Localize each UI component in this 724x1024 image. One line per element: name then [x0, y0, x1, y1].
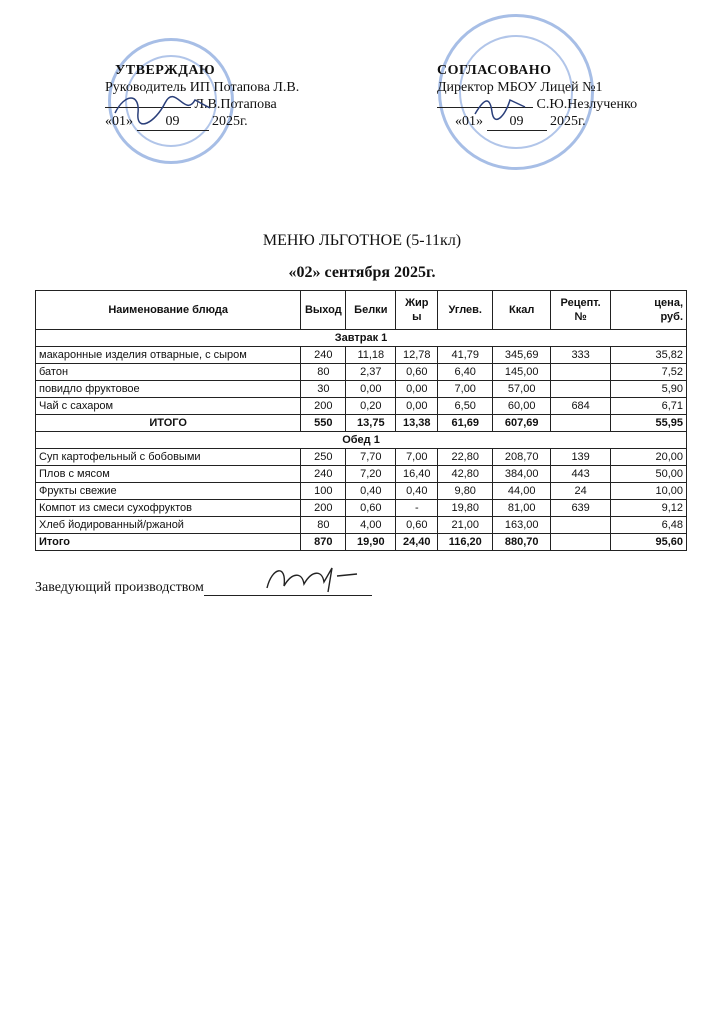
cell-kcal: 208,70: [493, 449, 551, 466]
cell-carbs: 7,00: [438, 381, 493, 398]
cell-price: 20,00: [611, 449, 687, 466]
approve-year: 2025г.: [212, 114, 248, 129]
approve-position: Руководитель ИП Потапова Л.В.: [105, 80, 300, 95]
cell-carbs: 9,80: [438, 483, 493, 500]
cell-fat: 0,60: [396, 364, 438, 381]
header-carbs: Углев.: [438, 291, 493, 330]
cell-kcal: 384,00: [493, 466, 551, 483]
footer-label: Заведующий производством: [35, 580, 204, 595]
total-output: 550: [301, 415, 346, 432]
cell-recipe: 333: [551, 347, 611, 364]
section-label: Обед 1: [36, 432, 687, 449]
cell-price: 50,00: [611, 466, 687, 483]
agree-signer-line: [437, 96, 637, 113]
header-recipe: Рецепт. №: [551, 291, 611, 330]
document-title: МЕНЮ ЛЬГОТНОЕ (5-11кл): [262, 232, 462, 249]
table-header-row: [36, 291, 687, 330]
cell-fat: 0,40: [396, 483, 438, 500]
cell-kcal: 163,00: [493, 517, 551, 534]
cell-output: 200: [301, 500, 346, 517]
cell-recipe: [551, 381, 611, 398]
table-row: [36, 347, 687, 364]
cell-recipe: [551, 364, 611, 381]
cell-carbs: 6,50: [438, 398, 493, 415]
agree-title: СОГЛАСОВАНО: [437, 63, 552, 78]
total-price: 55,95: [611, 415, 687, 432]
cell-carbs: 21,00: [438, 517, 493, 534]
header-kcal: Ккал: [493, 291, 551, 330]
cell-name: батон: [36, 364, 301, 381]
cell-price: 10,00: [611, 483, 687, 500]
approve-signature: [110, 88, 220, 128]
agree-block: [437, 62, 637, 131]
cell-name: Суп картофельный с бобовыми: [36, 449, 301, 466]
cell-price: 7,52: [611, 364, 687, 381]
agree-date-day: «01»: [455, 114, 483, 129]
cell-output: 30: [301, 381, 346, 398]
cell-output: 250: [301, 449, 346, 466]
table-row: [36, 449, 687, 466]
menu-table: [35, 290, 687, 551]
total-protein: 19,90: [346, 534, 396, 551]
cell-name: Чай с сахаром: [36, 398, 301, 415]
header-fat: Жир ы: [396, 291, 438, 330]
cell-price: 9,12: [611, 500, 687, 517]
cell-recipe: [551, 517, 611, 534]
cell-recipe: 24: [551, 483, 611, 500]
cell-name: Хлеб йодированный/ржаной: [36, 517, 301, 534]
cell-kcal: 81,00: [493, 500, 551, 517]
section-row-breakfast: [36, 330, 687, 347]
footer-signature: [262, 562, 362, 596]
cell-price: 6,71: [611, 398, 687, 415]
cell-protein: 0,20: [346, 398, 396, 415]
cell-name: Компот из смеси сухофруктов: [36, 500, 301, 517]
cell-output: 100: [301, 483, 346, 500]
approve-date-day: «01»: [105, 114, 133, 129]
cell-protein: 0,60: [346, 500, 396, 517]
cell-protein: 7,20: [346, 466, 396, 483]
cell-protein: 0,40: [346, 483, 396, 500]
cell-kcal: 57,00: [493, 381, 551, 398]
header-name: Наименование блюда: [36, 291, 301, 330]
header-price: цена, руб.: [611, 291, 687, 330]
section-label: Завтрак 1: [36, 330, 687, 347]
total-price: 95,60: [611, 534, 687, 551]
cell-carbs: 6,40: [438, 364, 493, 381]
approve-signer: Л.В.Потапова: [194, 97, 277, 112]
table-row: [36, 466, 687, 483]
cell-name: Плов с мясом: [36, 466, 301, 483]
table-row: [36, 483, 687, 500]
total-row-breakfast: [36, 415, 687, 432]
total-output: 870: [301, 534, 346, 551]
cell-fat: 0,00: [396, 398, 438, 415]
cell-fat: -: [396, 500, 438, 517]
total-name: Итого: [36, 534, 301, 551]
table-row: [36, 364, 687, 381]
cell-fat: 0,60: [396, 517, 438, 534]
cell-fat: 0,00: [396, 381, 438, 398]
header-output: Выход: [301, 291, 346, 330]
cell-output: 80: [301, 364, 346, 381]
cell-output: 200: [301, 398, 346, 415]
cell-output: 240: [301, 347, 346, 364]
total-fat: 24,40: [396, 534, 438, 551]
total-fat: 13,38: [396, 415, 438, 432]
cell-name: макаронные изделия отварные, с сыром: [36, 347, 301, 364]
approve-date-month: 09: [137, 113, 209, 131]
document-date: «02» сентября 2025г.: [288, 264, 436, 281]
cell-recipe: 443: [551, 466, 611, 483]
agree-position: Директор МБОУ Лицей №1: [437, 80, 603, 95]
cell-fat: 7,00: [396, 449, 438, 466]
cell-kcal: 60,00: [493, 398, 551, 415]
cell-protein: 7,70: [346, 449, 396, 466]
cell-kcal: 145,00: [493, 364, 551, 381]
agree-date: [437, 113, 637, 131]
cell-recipe: 684: [551, 398, 611, 415]
table-row: [36, 517, 687, 534]
header-protein: Белки: [346, 291, 396, 330]
cell-protein: 4,00: [346, 517, 396, 534]
table-row: [36, 381, 687, 398]
cell-protein: 0,00: [346, 381, 396, 398]
cell-protein: 2,37: [346, 364, 396, 381]
cell-recipe: 639: [551, 500, 611, 517]
total-kcal: 607,69: [493, 415, 551, 432]
cell-price: 6,48: [611, 517, 687, 534]
cell-fat: 12,78: [396, 347, 438, 364]
agree-signature: [470, 92, 530, 122]
cell-carbs: 42,80: [438, 466, 493, 483]
table-row: [36, 500, 687, 517]
agree-date-month: 09: [487, 113, 547, 131]
cell-carbs: 19,80: [438, 500, 493, 517]
cell-protein: 11,18: [346, 347, 396, 364]
total-recipe: [551, 534, 611, 551]
cell-fat: 16,40: [396, 466, 438, 483]
cell-price: 5,90: [611, 381, 687, 398]
cell-output: 80: [301, 517, 346, 534]
total-carbs: 116,20: [438, 534, 493, 551]
cell-name: Фрукты свежие: [36, 483, 301, 500]
cell-price: 35,82: [611, 347, 687, 364]
cell-kcal: 345,69: [493, 347, 551, 364]
table-row: [36, 398, 687, 415]
total-name: ИТОГО: [36, 415, 301, 432]
cell-carbs: 22,80: [438, 449, 493, 466]
cell-kcal: 44,00: [493, 483, 551, 500]
total-recipe: [551, 415, 611, 432]
total-row-lunch: [36, 534, 687, 551]
total-carbs: 61,69: [438, 415, 493, 432]
total-kcal: 880,70: [493, 534, 551, 551]
cell-output: 240: [301, 466, 346, 483]
agree-signer: С.Ю.Незлученко: [536, 97, 638, 112]
approve-title: УТВЕРЖДАЮ: [115, 63, 216, 78]
section-row-lunch: [36, 432, 687, 449]
cell-name: повидло фруктовое: [36, 381, 301, 398]
agree-year: 2025г.: [550, 114, 586, 129]
total-protein: 13,75: [346, 415, 396, 432]
cell-recipe: 139: [551, 449, 611, 466]
cell-carbs: 41,79: [438, 347, 493, 364]
